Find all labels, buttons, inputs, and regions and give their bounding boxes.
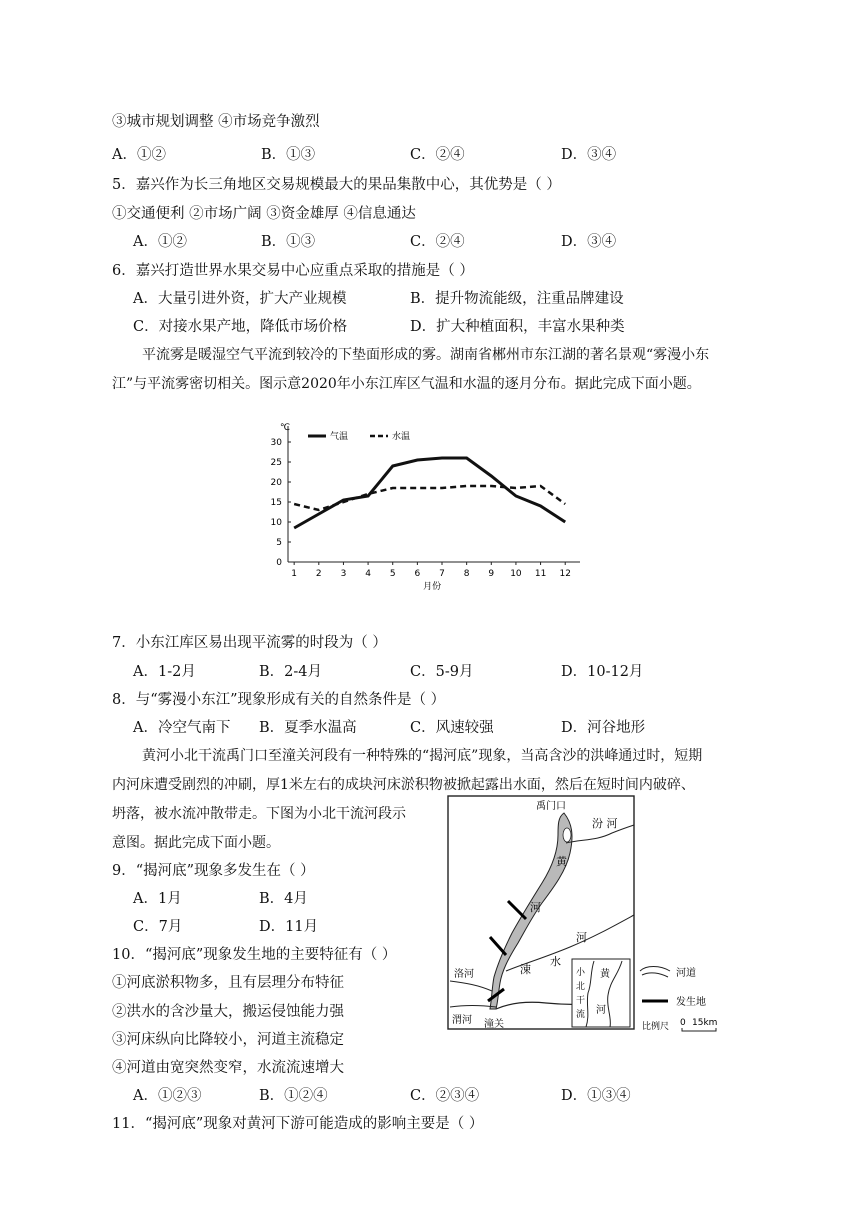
legend-scale-zero: 0 <box>680 1018 686 1028</box>
q6-option-d[interactable]: D．扩大种植面积，丰富水果种类 <box>410 319 625 335</box>
y-tick-label: 0 <box>276 558 282 568</box>
river-island <box>563 828 571 842</box>
x-tick-label: 10 <box>510 569 522 579</box>
river-map <box>446 795 756 1043</box>
q7-option-a[interactable]: A．1-2月 <box>133 664 196 680</box>
label-shui: 水 <box>550 955 561 968</box>
y-unit-label: ℃ <box>280 423 291 433</box>
option-line-continued: ③城市规划调整 ④市场竞争激烈 <box>112 114 320 130</box>
y-tick-label: 30 <box>270 438 282 448</box>
q8-option-d[interactable]: D．河谷地形 <box>561 720 646 736</box>
label-yumenkou: 禹门口 <box>536 801 566 812</box>
q8-option-c[interactable]: C．风速较强 <box>410 720 494 736</box>
q11-question: 11．“揭河底”现象对黄河下游可能造成的影响主要是（ ） <box>112 1116 484 1132</box>
y-tick-label: 15 <box>270 498 282 508</box>
x-tick-label: 8 <box>463 569 470 579</box>
legend-scale-value: 15km <box>692 1018 718 1028</box>
legend-scale-bar <box>682 1028 716 1031</box>
q8-question: 8．与“雾漫小东江”现象形成有关的自然条件是（ ） <box>112 692 446 708</box>
q6-option-a[interactable]: A．大量引进外资，扩大产业规模 <box>133 291 347 307</box>
q10-item-1: ①河底淤积物多，且有层理分布特征 <box>112 975 344 991</box>
q10-option-a[interactable]: A．①②③ <box>133 1088 202 1104</box>
temperature-chart <box>258 420 588 595</box>
q4-option-d[interactable]: D．③④ <box>561 147 617 163</box>
intro-river-line1: 黄河小北干流禹门口至潼关河段有一种特殊的“揭河底”现象，当高含沙的洪峰通过时，短期 <box>142 748 703 764</box>
intro-river-line4: 意图。据此完成下面小题。 <box>112 835 280 851</box>
x-axis-label: 月份 <box>423 582 442 592</box>
q6-option-b[interactable]: B．提升物流能级，注重品牌建设 <box>410 291 624 307</box>
x-tick-label: 11 <box>534 569 547 579</box>
inset-label-3: 干 <box>576 996 586 1006</box>
y-tick-label: 10 <box>270 518 282 528</box>
label-he2: 河 <box>576 931 587 944</box>
q4-option-a[interactable]: A．①② <box>112 147 166 163</box>
q5-option-d[interactable]: D．③④ <box>561 234 617 250</box>
x-tick-label: 7 <box>439 569 445 579</box>
inset-label-huang: 黄 <box>600 969 610 980</box>
q10-item-3: ③河床纵向比降较小，河道主流稳定 <box>112 1032 344 1048</box>
q5-option-a[interactable]: A．①② <box>133 234 187 250</box>
intro-fog-line2: 江”与平流雾密切相关。图示意2020年小东江库区气温和水温的逐月分布。据此完成下面小题。 <box>112 376 701 392</box>
y-tick-label: 5 <box>276 538 282 548</box>
x-tick-label: 6 <box>414 569 421 579</box>
q6-question: 6．嘉兴打造世界水果交易中心应重点采取的措施是（ ） <box>112 263 474 279</box>
inset-label-1: 小 <box>576 968 586 978</box>
label-fenhe: 汾 河 <box>592 817 618 830</box>
legend-river-label: 河道 <box>676 968 696 979</box>
q9-option-a[interactable]: A．1月 <box>133 891 182 907</box>
label-tongguan: 潼关 <box>484 1019 504 1030</box>
q7-option-d[interactable]: D．10-12月 <box>561 664 644 680</box>
inset-label-2: 北 <box>576 982 586 992</box>
series-air-temp-line <box>294 458 565 528</box>
legend-label: 水温 <box>392 432 411 442</box>
q9-option-b[interactable]: B．4月 <box>259 891 308 907</box>
q9-option-c[interactable]: C．7月 <box>133 919 183 935</box>
x-tick-label: 1 <box>291 569 298 579</box>
q4-option-c[interactable]: C．②④ <box>410 147 465 163</box>
q8-option-a[interactable]: A．冷空气南下 <box>133 720 231 736</box>
q7-question: 7．小东江库区易出现平流雾的时段为（ ） <box>112 635 387 651</box>
q10-option-d[interactable]: D．①③④ <box>561 1088 631 1104</box>
q5-items: ①交通便利 ②市场广阔 ③资金雄厚 ④信息通达 <box>112 206 416 222</box>
q10-option-b[interactable]: B．①②④ <box>259 1088 328 1104</box>
label-qinghe: 渭河 <box>452 1015 472 1026</box>
x-tick-label: 12 <box>559 569 571 579</box>
label-he: 河 <box>530 901 541 914</box>
y-tick-label: 20 <box>270 478 282 488</box>
x-tick-label: 5 <box>389 569 396 579</box>
q10-item-4: ④河道由宽突然变窄，水流流速增大 <box>112 1060 344 1076</box>
intro-fog-line1: 平流雾是暖湿空气平流到较冷的下垫面形成的雾。湖南省郴州市东江湖的著名景观“雾漫小东 <box>142 347 710 363</box>
x-tick-label: 9 <box>488 569 495 579</box>
legend-river-icon <box>640 967 670 978</box>
inset-label-4: 流 <box>576 1010 586 1020</box>
q10-option-c[interactable]: C．②③④ <box>410 1088 480 1104</box>
q5-question: 5．嘉兴作为长三角地区交易规模最大的果品集散中心，其优势是（ ） <box>112 177 561 193</box>
legend-site-label: 发生地 <box>676 997 706 1008</box>
q5-option-c[interactable]: C．②④ <box>410 234 465 250</box>
q8-option-b[interactable]: B．夏季水温高 <box>259 720 357 736</box>
intro-river-line3: 坍落，被水流冲散带走。下图为小北干流河段示 <box>112 806 406 822</box>
x-tick-label: 4 <box>365 569 371 579</box>
legend-scale-label: 比例尺 <box>642 1022 670 1032</box>
q10-question: 10．“揭河底”现象发生地的主要特征有（ ） <box>112 947 397 963</box>
q5-option-b[interactable]: B．①③ <box>261 234 316 250</box>
q7-option-b[interactable]: B．2-4月 <box>259 664 323 680</box>
q9-option-d[interactable]: D．11月 <box>259 919 319 935</box>
q10-item-2: ②洪水的含沙量大，搬运侵蚀能力强 <box>112 1004 344 1020</box>
legend-label: 气温 <box>330 432 349 442</box>
x-tick-label: 2 <box>315 569 322 579</box>
y-tick-label: 25 <box>270 458 282 468</box>
q7-option-c[interactable]: C．5-9月 <box>410 664 474 680</box>
label-luohe: 洛河 <box>454 969 474 980</box>
label-su: 涑 <box>520 963 531 976</box>
inset-label-he: 河 <box>596 1005 606 1016</box>
q9-question: 9．“揭河底”现象多发生在（ ） <box>112 863 315 879</box>
q4-option-b[interactable]: B．①③ <box>261 147 316 163</box>
x-tick-label: 3 <box>340 569 347 579</box>
q6-option-c[interactable]: C．对接水果产地，降低市场价格 <box>133 319 348 335</box>
label-huang: 黄 <box>556 855 567 868</box>
intro-river-line2: 内河床遭受剧烈的冲刷，厚1米左右的成块河床淤积物被掀起露出水面，然后在短时间内破碎、 <box>112 777 695 793</box>
